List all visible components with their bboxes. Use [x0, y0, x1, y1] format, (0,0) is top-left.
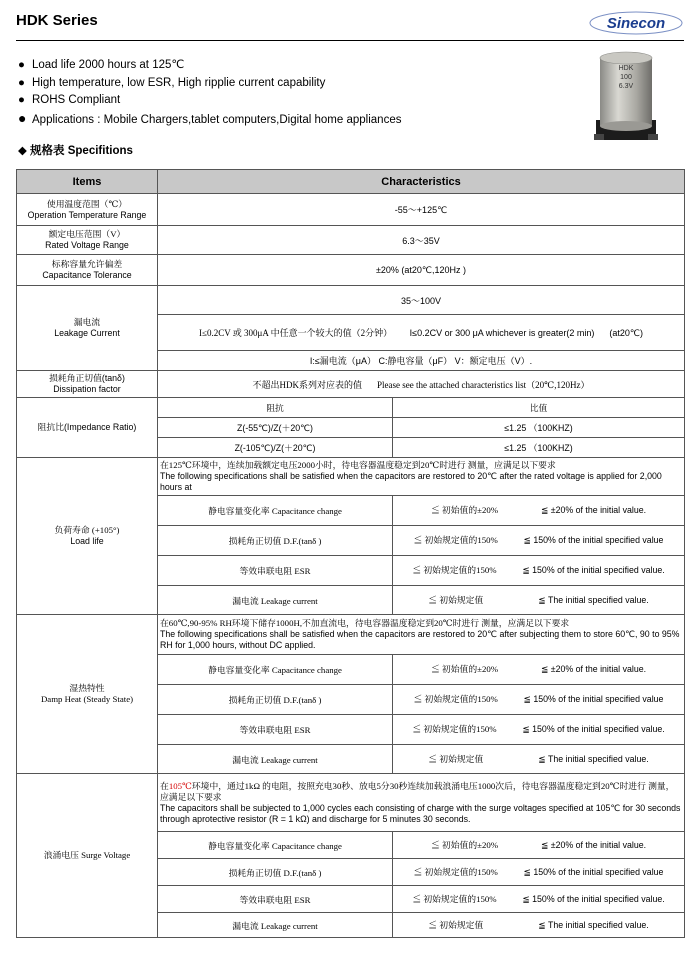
table-row	[17, 458, 685, 496]
header-rule	[16, 40, 684, 41]
rated-v-value: 6.3～35V	[158, 226, 685, 255]
table-row	[17, 226, 685, 255]
dissipation-value: 不超出HDK系列对应表的值 Please see the attached characteristics list（20℃,120Hz）	[158, 371, 685, 398]
feature-item: ● Load life 2000 hours at 125℃	[18, 59, 185, 71]
svg-text:HDK: HDK	[618, 65, 634, 72]
table-row: Z(-105℃)/Z(＋20℃) ≤1.25 （100KHZ)	[17, 438, 685, 458]
table-row: 等效串联电阻 ESR ≦ 初始规定值的150% ≦ 150% of the initial specified value.	[17, 886, 685, 913]
table-row: 漏电流 Leakage current ≦ 初始规定值 ≦ The initial specified value.	[17, 913, 685, 938]
sinecon-logo	[588, 10, 684, 36]
damp-heat-intro: 在60℃,90-95% RH环境下储存1000H,不加直流电，待电容器温度稳定到20℃时进行 测量，应满足以下要求 The following specifications shall be satisfied when the capacitors are restored to 20℃ after subjecting them to store 60℃, 90 to 95% RH for 1,000 hours, without DC applied.	[158, 615, 685, 655]
table-header-row	[17, 170, 685, 194]
table-row	[17, 774, 685, 832]
load-life-label: 负荷寿命 (+105°) Load life	[17, 458, 158, 615]
table-row: Z(-55℃)/Z(＋20℃) ≤1.25 （100KHZ)	[17, 418, 685, 438]
feature-item: ● ROHS Compliant	[18, 94, 121, 106]
svg-text:100: 100	[620, 74, 632, 81]
table-row: 损耗角正切值 D.F.(tanδ ) ≦ 初始规定值的150% ≦ 150% of the initial specified value	[17, 859, 685, 886]
table-row: 损耗角正切值 D.F.(tanδ ) ≦ 初始规定值的150% ≦ 150% of the initial specified value	[17, 526, 685, 556]
cap-tol-value: ±20% (at20℃,120Hz )	[158, 255, 685, 286]
surge-label: 浪涌电压 Surge Voltage	[17, 774, 158, 938]
capacitor-image	[594, 50, 658, 144]
svg-text:6.3V: 6.3V	[618, 83, 634, 90]
spec-table	[16, 169, 685, 938]
feature-item: ● High temperature, low ESR, High ripplie current capability	[18, 76, 326, 89]
feature-list	[18, 57, 401, 127]
rated-v-label: 额定电压范围（V） Rated Voltage Range	[17, 226, 158, 255]
table-row: 等效串联电阻 ESR ≦ 初始规定值的150% ≦ 150% of the initial specified value.	[17, 715, 685, 745]
table-row	[17, 615, 685, 655]
impedance-col2: 比值	[393, 398, 685, 418]
header-items: Items	[17, 170, 158, 194]
table-row: 静电容量变化率 Capacitance change ≦ 初始值的±20% ≦ ±20% of the initial value.	[17, 655, 685, 685]
table-row	[17, 255, 685, 286]
load-life-intro: 在125℃环境中，连续加载额定电压2000小时，待电容器温度稳定到20℃时进行 测量，应满足以下要求 The following specifications shall be satisfied when the capacitors are restored to 20℃ after the rated voltage is applied for 2,000 hours at	[158, 458, 685, 496]
leakage-label: 漏电流 Leakage Current	[17, 286, 158, 371]
impedance-label: 阻抗比(Impedance Ratio)	[17, 398, 158, 458]
op-temp-label: 使用温度范围（℃） Operation Temperature Range	[17, 194, 158, 226]
op-temp-value: -55～+125℃	[158, 194, 685, 226]
cap-tol-label: 标称容量允许偏差 Capacitance Tolerance	[17, 255, 158, 286]
section-title: ◆ 规格表 Specifitions	[18, 145, 133, 157]
table-row	[17, 398, 685, 418]
damp-heat-label: 湿热特性 Damp Heat (Steady State)	[17, 615, 158, 774]
table-row: 漏电流 Leakage current ≦ 初始规定值 ≦ The initial specified value.	[17, 586, 685, 615]
table-row	[17, 371, 685, 398]
table-row	[17, 286, 685, 315]
dissipation-label: 损耗角正切值(tanδ) Dissipation factor	[17, 371, 158, 398]
table-row: 静电容量变化率 Capacitance change ≦ 初始值的±20% ≦ ±20% of the initial value.	[17, 496, 685, 526]
header-characteristics: Characteristics	[158, 170, 685, 194]
impedance-col1: 阻抗	[158, 398, 393, 418]
feature-item: ● Applications : Mobile Chargers,tablet computers,Digital home appliances	[18, 109, 402, 126]
table-row: 损耗角正切值 D.F.(tanδ ) ≦ 初始规定值的150% ≦ 150% of the initial specified value	[17, 685, 685, 715]
leakage-formula: I≤0.2CV 或 300μA 中任意一个较大的值（2分钟） I≤0.2CV or 300 μA whichever is greater(2 min) (at20℃)	[158, 315, 685, 351]
table-row	[17, 194, 685, 226]
table-row: 漏电流 Leakage current ≦ 初始规定值 ≦ The initial specified value.	[17, 745, 685, 774]
series-title: HDK Series	[16, 12, 98, 29]
table-row: 等效串联电阻 ESR ≦ 初始规定值的150% ≦ 150% of the initial specified value.	[17, 556, 685, 586]
leakage-note: I:≤漏电流（μA） C:静电容量（μF） V：额定电压（V）.	[158, 351, 685, 371]
table-row: 静电容量变化率 Capacitance change ≦ 初始值的±20% ≦ ±20% of the initial value.	[17, 832, 685, 859]
surge-intro: 在105℃环境中，通过1kΩ 的电阻，按照充电30秒、放电5分30秒连续加载浪涌电压1000次后，待电容器温度稳定到20℃时进行 测量，应满足以下要求 The capacitors shall be subjected to 1,000 cycles each consisting of charge with the surge voltages specified at 105℃ for 30 seconds through aprotective resistor (R = 1 kΩ) and discharge for 5 minutes 30 seconds.	[158, 774, 685, 832]
leakage-voltage: 35～100V	[158, 286, 685, 315]
brand-name: Sinecon	[606, 15, 666, 32]
